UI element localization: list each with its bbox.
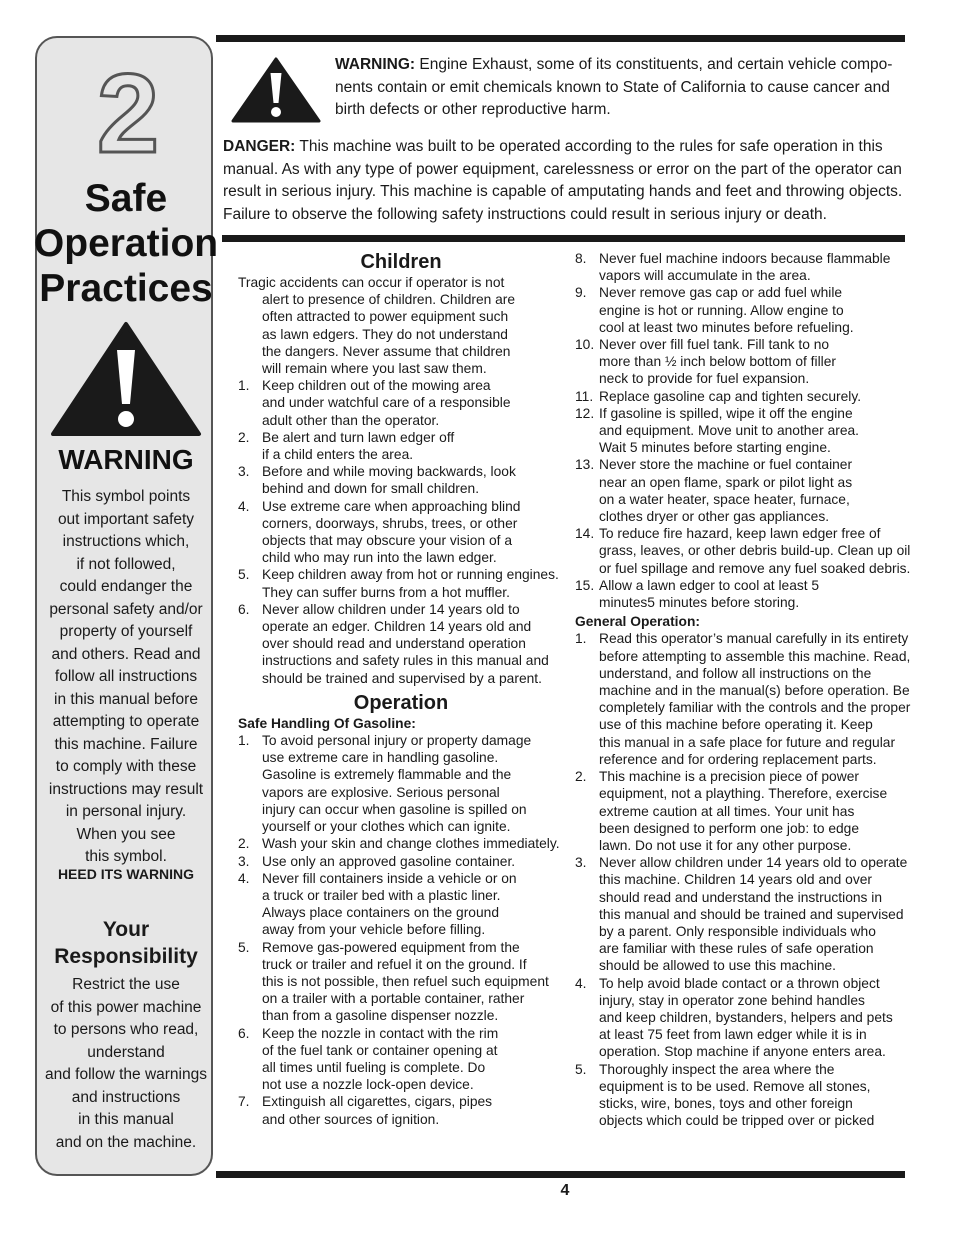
item-line: Be alert and turn lawn edger off	[262, 429, 455, 445]
item-line: behind and down for small children.	[262, 481, 480, 497]
california-warning: WARNING: Engine Exhaust, some of its constituents, and certain vehicle compo- nents contain or emit chemicals known to State of California to cause cancer and birth defects or other reproductive harm.	[335, 56, 893, 118]
item-line: Read this operator’s manual carefully in its entirety	[599, 631, 909, 647]
item-line: at least 75 feet from lawn edger while it is in	[599, 1027, 867, 1043]
item-line: and other sources of ignition.	[262, 1111, 440, 1127]
item-line: near an open flame, spark or pilot light as	[599, 474, 853, 490]
item-line: child who may run into the lawn edger.	[262, 550, 497, 566]
item-line: over should read and understand operation	[262, 636, 526, 652]
item-line: Keep children away from hot or running engines.	[262, 567, 559, 583]
item-line: cool at least two minutes before refueling.	[599, 319, 854, 335]
item-line: been designed to perform one job: to edge	[599, 820, 860, 836]
item-line: should be allowed to use this machine.	[599, 958, 836, 974]
item-number: 15.	[575, 577, 595, 593]
item-number: 9.	[575, 285, 587, 301]
page-number: 4	[560, 1182, 570, 1199]
item-line: Always place containers on the ground	[262, 905, 499, 921]
item-number: 4.	[238, 870, 250, 886]
item-line: equipment is to be used. Remove all stones,	[599, 1078, 871, 1094]
intro-line: will remain where you last saw them.	[262, 361, 487, 377]
item-line: understand, and follow all instructions on the	[599, 665, 872, 681]
operation-heading: Operation	[353, 691, 449, 714]
item-line: yourself or your clothes which can ignite.	[262, 819, 511, 835]
list-item	[238, 566, 564, 600]
item-line: Wait 5 minutes before starting engine.	[599, 440, 831, 456]
item-line: Use extreme care when approaching blind	[262, 498, 521, 514]
item-number: 12.	[575, 405, 595, 421]
list-item	[575, 405, 920, 457]
item-line: Keep children out of the mowing area	[262, 378, 491, 394]
item-line: Before and while moving backwards, look	[262, 464, 516, 480]
list-item	[575, 250, 920, 284]
item-line: extreme caution at all times. Your unit has	[599, 803, 855, 819]
list-item	[575, 336, 920, 388]
list-item	[238, 870, 564, 939]
item-line: This machine is a precision piece of power	[599, 769, 859, 785]
chapter-number: 2	[96, 51, 156, 176]
list-item	[238, 1025, 564, 1094]
list-item	[238, 1093, 564, 1127]
item-line: engine is hot or running. Allow engine to	[599, 302, 844, 318]
item-number: 5.	[238, 567, 250, 583]
item-line: objects which could be tripped over or picked	[599, 1113, 875, 1129]
item-line: truck or trailer and refuel it on the ground. If	[262, 956, 527, 972]
warning-heading: WARNING	[58, 444, 194, 475]
item-number: 3.	[238, 853, 250, 869]
heed-warning-text: HEED ITS WARNING	[57, 866, 195, 882]
item-number: 1.	[575, 631, 587, 647]
list-item	[238, 853, 564, 870]
item-line: machine and in the manual(s) before operation. Be	[599, 683, 910, 699]
list-item	[575, 525, 920, 577]
top-rule	[216, 35, 905, 42]
intro-line: often attracted to power equipment such	[262, 309, 509, 325]
item-line: use extreme care in handling gasoline.	[262, 750, 499, 766]
intro-line: Tragic accidents can occur if operator is not	[238, 275, 505, 290]
general-operation-list	[575, 630, 920, 1129]
item-line: grass, leaves, or other debris build-up. Clean up oil	[599, 543, 911, 559]
item-line: clothes dryer or other gas appliances.	[599, 509, 830, 525]
item-number: 14.	[575, 526, 595, 542]
item-line: Extinguish all cigarettes, cigars, pipes	[262, 1094, 493, 1110]
item-line: To avoid personal injury or property damage	[262, 733, 532, 749]
intro-line: the dangers. Never assume that children	[262, 343, 511, 359]
warning-explanation: This symbol points out important safety instructions which, if not followed, could endanger the personal safety and/or property of yourself and others. Read and follow all instructions in this manual before attempting to operate this machine. Failure to comply with these instructions may result in personal injury. When you see this symbol.	[48, 488, 204, 865]
list-item	[575, 768, 920, 854]
item-line: by a parent. Only responsible individuals who	[599, 923, 876, 939]
item-line: completely familiar with the controls and the proper	[599, 700, 911, 716]
item-number: 6.	[238, 1025, 250, 1041]
item-line: To reduce fire hazard, keep lawn edger free of	[599, 526, 881, 542]
list-item	[575, 388, 920, 405]
item-number: 6.	[238, 601, 250, 617]
item-line: instructions and safety rules in this manual and	[262, 653, 549, 669]
item-number: 2.	[238, 836, 250, 852]
left-column	[238, 250, 564, 1128]
item-line: Never remove gas cap or add fuel while	[599, 285, 843, 301]
danger-notice: DANGER: This machine was built to be operated according to the rules for safe operation in this manual. As with any type of power equipment, carelessness or error on the part of the operator can result in serious injury. This machine is capable of amputating hands and feet and throwing objects. Failure to observe the following safety instructions could result in serious injury or death.	[223, 138, 903, 223]
warning-triangle-icon	[49, 320, 203, 438]
middle-rule	[222, 235, 905, 242]
list-item	[238, 732, 564, 835]
item-line: injury, stay in operator zone behind handles	[599, 992, 865, 1008]
item-line: Use only an approved gasoline container.	[262, 853, 516, 869]
item-number: 1.	[238, 733, 250, 749]
warning-triangle-icon	[230, 56, 322, 124]
item-line: operate an edger. Children 14 years old and	[262, 619, 532, 635]
responsibility-heading: Your Responsibility	[54, 918, 198, 968]
item-line: Never fuel machine indoors because flammable	[599, 251, 891, 266]
item-line: are familiar with these rules of safe operation	[599, 941, 874, 957]
list-item	[575, 456, 920, 525]
item-line: sticks, wire, bones, toys and other foreign	[599, 1095, 853, 1111]
item-line: To help avoid blade contact or a thrown object	[599, 975, 880, 991]
item-line: operation. Stop machine if anyone enters area.	[599, 1044, 886, 1060]
right-column	[575, 250, 920, 1129]
item-number: 4.	[238, 498, 250, 514]
item-line: this machine. Children 14 years old and over	[599, 872, 873, 888]
item-line: this manual and should be trained and supervised	[599, 906, 904, 922]
item-line: and keep children, bystanders, helpers and pets	[599, 1009, 893, 1025]
intro-line: alert to presence of children. Children are	[262, 292, 516, 308]
item-number: 2.	[238, 429, 250, 445]
list-item	[575, 1061, 920, 1130]
item-line: before attempting to assemble this machine. Read,	[599, 648, 911, 664]
item-line: equipment, not a plaything. Therefore, exercise	[599, 786, 888, 802]
item-line: injury can occur when gasoline is spilled on	[262, 801, 527, 817]
responsibility-text: Restrict the use of this power machine to persons who read, understand and follow the warnings and instructions in this manual and on the machine.	[45, 976, 207, 1151]
item-line: objects that may obscure your vision of a	[262, 533, 513, 549]
item-line: They can suffer burns from a hot muffler.	[262, 584, 510, 600]
list-item	[575, 284, 920, 336]
item-number: 10.	[575, 337, 595, 353]
list-item	[238, 601, 564, 687]
list-item	[575, 854, 920, 974]
item-number: 3.	[238, 464, 250, 480]
item-line: Gasoline is extremely flammable and the	[262, 767, 512, 783]
list-item	[238, 835, 564, 852]
item-line: on a water heater, space heater, furnace,	[599, 491, 850, 507]
item-line: Never store the machine or fuel container	[599, 457, 853, 473]
item-line: lawn. Do not use it for any other purpose.	[599, 837, 852, 853]
item-number: 11.	[575, 388, 594, 404]
item-line: more than ½ inch below bottom of filler	[599, 354, 836, 370]
item-line: Allow a lawn edger to cool at least 5	[599, 577, 820, 593]
item-line: Never fill containers inside a vehicle or on	[262, 870, 517, 886]
item-line: and equipment. Move unit to another area.	[599, 423, 860, 439]
item-line: all times until fueling is complete. Do	[262, 1059, 486, 1075]
item-line: minutes5 minutes before storing.	[599, 595, 800, 611]
list-item	[238, 429, 564, 463]
item-line: neck to provide for fuel expansion.	[599, 371, 810, 387]
item-line: a truck or trailer bed with a plastic liner.	[262, 887, 501, 903]
item-line: if a child enters the area.	[262, 447, 414, 463]
item-line: Thoroughly inspect the area where the	[599, 1061, 835, 1077]
list-item	[238, 463, 564, 497]
item-number: 2.	[575, 769, 587, 785]
item-line: this manual in a safe place for future and regular	[599, 734, 896, 750]
gasoline-heading: Safe Handling Of Gasoline:	[238, 715, 416, 731]
item-line: Replace gasoline cap and tighten securely.	[599, 388, 862, 404]
item-line: Remove gas-powered equipment from the	[262, 939, 520, 955]
item-number: 5.	[575, 1061, 587, 1077]
item-number: 4.	[575, 975, 587, 991]
item-line: vapors are explosive. Serious personal	[262, 784, 500, 800]
item-number: 3.	[575, 855, 587, 871]
item-line: Never allow children under 14 years old to operate	[599, 855, 908, 871]
chapter-sidebar	[33, 36, 219, 1176]
children-intro	[238, 274, 564, 377]
item-line: or fuel spillage and remove any fuel soaked debris.	[599, 560, 911, 576]
item-number: 13.	[575, 457, 595, 473]
item-number: 1.	[238, 378, 250, 394]
item-number: 8.	[575, 251, 587, 266]
general-operation-heading: General Operation:	[575, 614, 700, 630]
gasoline-list-continued	[575, 250, 920, 611]
list-item	[238, 377, 564, 429]
section-title: Safe Operation Practices	[33, 177, 219, 310]
bottom-rule	[216, 1171, 905, 1178]
children-heading: Children	[360, 251, 442, 273]
item-line: adult other than the operator.	[262, 412, 440, 428]
item-line: Keep the nozzle in contact with the rim	[262, 1025, 499, 1041]
item-line: vapors will accumulate in the area.	[599, 268, 811, 284]
item-line: Never over fill fuel tank. Fill tank to no	[599, 337, 830, 353]
list-item	[238, 939, 564, 1025]
gasoline-list	[238, 732, 564, 1128]
item-line: Never allow children under 14 years old to	[262, 601, 520, 617]
item-line: away from your vehicle before filling.	[262, 922, 486, 938]
item-number: 5.	[238, 939, 250, 955]
item-line: of the fuel tank or container opening at	[262, 1042, 498, 1058]
item-number: 7.	[238, 1094, 250, 1110]
item-line: reference and for ordering replacement parts.	[599, 751, 877, 767]
item-line: should read and understand the instructions in	[599, 889, 883, 905]
item-line: Wash your skin and change clothes immediately.	[262, 836, 560, 852]
item-line: corners, doorways, shrubs, trees, or other	[262, 515, 518, 531]
item-line: If gasoline is spilled, wipe it off the engine	[599, 405, 853, 421]
item-line: this is not possible, then refuel such equipment	[262, 973, 549, 989]
item-line: should be trained and supervised by a parent.	[262, 670, 542, 686]
list-item	[575, 975, 920, 1061]
intro-line: as lawn edgers. They do not understand	[262, 326, 508, 342]
list-item	[238, 498, 564, 567]
item-line: and under watchful care of a responsible	[262, 395, 511, 411]
children-list	[238, 377, 564, 687]
item-line: on a trailer with a portable container, rather	[262, 991, 525, 1007]
item-line: use of this machine before operating it. Keep	[599, 717, 873, 733]
item-line: than from a gasoline dispenser nozzle.	[262, 1008, 499, 1024]
item-line: not use a nozzle lock-open device.	[262, 1077, 474, 1093]
list-item	[575, 630, 920, 768]
list-item	[575, 577, 920, 611]
